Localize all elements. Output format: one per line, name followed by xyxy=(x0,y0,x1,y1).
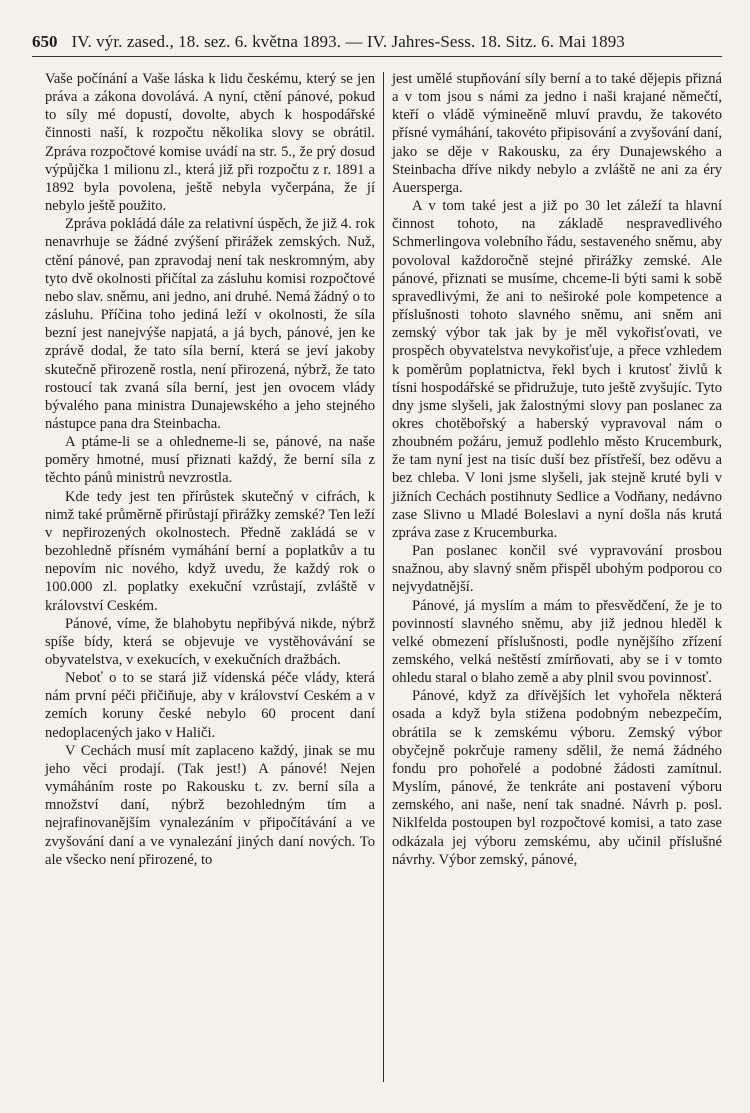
paragraph: Vaše počínání a Vaše láska k lidu českému, který se jen práva a zákona dovolává. A nyní, ctění pánové, pokud to síly mé dopustí, dovolte, abych k hospodářské činnosti naší, k rozpočtu několika slovy se obrátil. Zpráva rozpočtové komise uvádí na str. 5., že prý dosud výpůjčka 1 milionu zl., která již při rozpočtu z r. 1891 a 1892 byla povolena, ještě nebyla vyčerpána, že jí nebylo ještě použito. xyxy=(45,71,375,215)
paragraph: Pánové, když za dřívějších let vyhořela některá osada a když byla stižena podobným nebezpečím, obrátila se k zemskému výboru. Zemský výbor obyčejně pokrčuje rameny sdělil, že nemá žádného fondu pro pohořelé a podobné žádosti zamítnul. Myslím, pánové, že tenkráte ani postavení výboru zemského, ani naše, není tak snadné. Návrh p. posl. Niklfelda postoupen byl rozpočtové komisi, a tato zase odkázala jej výboru zemskému, aby učinil příslušné návrhy. Výbor zemský, pánové, xyxy=(392,688,722,868)
right-column xyxy=(392,70,722,869)
paragraph: A v tom také jest a již po 30 let záleží ta hlavní činnost tohoto, na základě nespravedlivého Schmerlingova volebního řádu, sestaveného sněmu, aby povoloval každoročně stejné přirážky zemské. Ale pánové, přiznati se musíme, chceme-li býti sami k sobě spravedlivými, že ani to neširoké pole kompetence a příslušnosti tohoto slavného sněmu, ani sněm ani zemský výbor tak jak by je měl vykořisťovati, ve prospěch obyvatelstva nevykořisťuje, a přece vzhledem k poměrům poplatnictva, řekl bych i krutosť živlů k tísni hospodářské se přidružuje, tuto ještě zvyšujíc. Tyto dny jsme slyšeli, jak žalostnými slovy pan poslanec za okres chotěbořský a haberský vypravoval nám o zhoubném požáru, jemuž podlehlo město Krucemburk, že tam nyní jest na tisíc duší bez přístřeší, bez oděvu a bez chleba. V loni jsme slyšeli, jak stejně kruté byli v jižních Cechách postihnuty Sedlice a Vodňany, nedávno zase Slivno u Mladé Boleslavi a nyní došla nás krutá zpráva zase z Krucemburka. xyxy=(392,198,722,541)
page-number: 650 xyxy=(32,32,58,51)
paragraph: Zpráva pokládá dále za relativní úspěch, že již 4. rok nenavrhuje se žádné zvýšení přirážek zemských. Nuž, ctění pánové, pan zpravodaj není tak neskromným, aby tyto dvě okolnosti přičítal za zásluhu komisi rozpočtové nebo slav. sněmu, ani jedno, ani druhé. Nemá žádný o to zásluhu. Příčina toho jediná leží v okolnosti, že síla bezní jest nanejvýše napjatá, a já bych, pánové, jen ke zprávě dodal, že tato síla berní, která se jeví jakoby skutečně přirozeně rostla, není přirozená, nýbrž, že tato rostoucí tak zvaná síla berní, jest jen ovocem vlády bývalého pana ministra Dunajewského a jeho stejného nástupce pana dra Steinbacha. xyxy=(45,216,375,432)
running-head: IV. výr. zased., 18. sez. 6. května 1893. — IV. Jahres-Sess. 18. Sitz. 6. Mai 1893 xyxy=(71,32,625,51)
paragraph: Kde tedy jest ten přírůstek skutečný v cifrách, k nimž také průměrně přirůstají přirážky zemské? Ten leží v nepřirozených okolnostech. Předně zakládá se v bezohledně přísném vymáhání berní a poplatkův a tu nepovím nic nového, když uvedu, že každý rok o 100.000 zl. poplatky exekuční vzrůstají, zvláště v království Ceském. xyxy=(45,488,375,614)
paragraph: A ptáme-li se a ohledneme-li se, pánové, na naše poměry hmotné, musí přiznati každý, že berní síla z těchto pánů ministrů nevzrostla. xyxy=(45,434,375,487)
paragraph: Pánové, já myslím a mám to přesvědčení, že je to povinností slavného sněmu, aby již jednou hleděl k velké obmezení příslušnosti, podle nynějšího zřízení zemského, velká neštěstí zmírňovati, aby se i v tomto ohledu staral o blaho země a aby plnil svou povinnosť. xyxy=(392,597,722,687)
paragraph: V Cechách musí mít zaplaceno každý, jinak se mu jeho věci prodají. (Tak jest!) A pánové! Nejen vymáháním roste po Rakousku t. zv. berní síla a množství daní, nýbrž bezohledným tím a nejrafinovanějším vynalezáním v připočítávání a ve zvyšování daní a ve vynalezání jiných daní nových. To ale všecko není přirozené, to xyxy=(45,742,375,868)
page-header xyxy=(32,28,722,57)
paragraph: Pánové, víme, že blahobytu nepřibývá nikde, nýbrž spíše bídy, která se objevuje ve vystěhovávání se obyvatelstva, v exekucích, v exekučních dražbách. xyxy=(45,615,375,668)
paragraph: Neboť o to se stará již vídenská péče vlády, která nám první péči přičiňuje, aby v království Ceském a v zemích koruny české nebylo 60 procent daní nedoplacených jako v Haliči. xyxy=(45,670,375,741)
column-divider xyxy=(383,72,384,1082)
paragraph: Pan poslanec končil své vypravování prosbou snažnou, aby slavný sněm přispěl ubohým podporou co nejvydatnější. xyxy=(392,543,722,596)
left-column xyxy=(45,70,375,869)
paragraph: jest umělé stupňování síly berní a to také dějepis přizná a v tom jsou s námi za jedno i naši krajané němečtí, kteří o vládě výmineěně mluví pravdu, že takovéto přísné vymáhání, takovéto připisování a zvyšování daní, jako se děje v Rakousku, za éry Dunajewského a Steinbacha dříve nikdy nebylo a zvláště ne ani za éry Auersperga. xyxy=(392,71,722,196)
